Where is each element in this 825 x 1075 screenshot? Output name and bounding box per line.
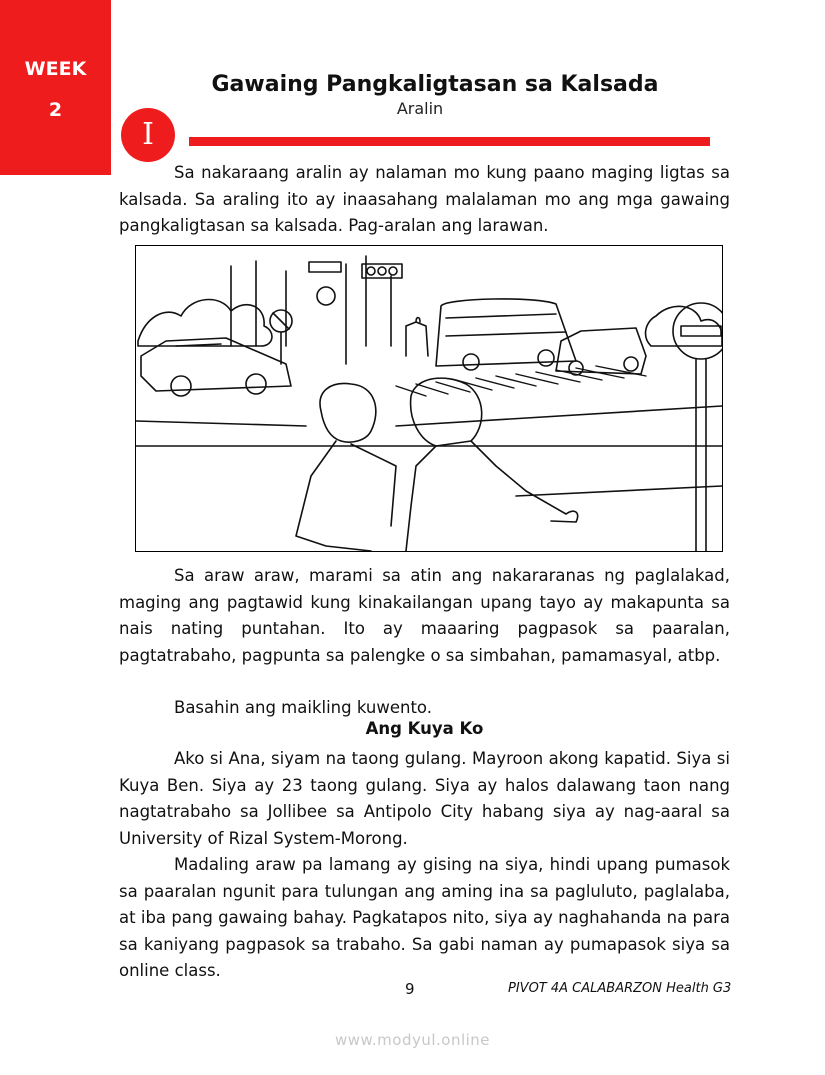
footer-reference: PIVOT 4A CALABARZON Health G3 <box>508 981 732 996</box>
intro-text: Sa nakaraang aralin ay nalaman mo kung paano maging ligtas sa kalsada. Sa araling ito ay inaasahang malalaman mo ang mga gawaing pangkaligtasan sa kalsada. Pag-aralan ang larawan. <box>119 163 730 235</box>
title-underline-bar <box>189 137 710 146</box>
paragraph-2 <box>119 563 730 669</box>
road-edge <box>136 406 722 446</box>
paragraph-5 <box>119 852 730 985</box>
street-name-sign <box>309 262 341 272</box>
round-sign <box>317 287 335 305</box>
girl-figure <box>411 378 482 446</box>
week-label: WEEK <box>24 58 87 80</box>
page-title: Gawaing Pangkaligtasan sa Kalsada <box>211 72 659 97</box>
section-numeral-badge: I <box>121 108 175 162</box>
paragraph-2-text: Sa araw araw, marami sa atin ang nakararanas ng paglalakad, maging ang pagtawid kung kinakailangan upang tayo ay makapunta sa nais nating puntahan. Ito ay maaaring pagpasok sa paaralan, pagtatrabaho, pagpunta sa palengke o sa simbahan, pamamasyal, atbp. <box>119 566 730 665</box>
week-number: 2 <box>48 99 63 121</box>
week-tab <box>0 0 111 175</box>
traffic-light-box <box>362 264 402 278</box>
intro-paragraph <box>119 160 730 240</box>
lesson-subtitle: Aralin <box>396 99 444 118</box>
paragraph-4 <box>119 746 730 852</box>
paragraph-3 <box>119 695 730 722</box>
paragraph-4-text: Ako si Ana, siyam na taong gulang. Mayroon akong kapatid. Siya si Kuya Ben. Siya ay 23 taong gulang. Siya ay halos dalawang taon nang nagtatrabaho sa Jollibee sa Antipolo City habang siya ay nag-aaral sa University of Rizal System-Morong. <box>119 749 730 848</box>
watermark: www.modyul.online <box>334 1031 491 1049</box>
street-crossing-illustration <box>135 245 723 552</box>
paragraph-3-text: Basahin ang maikling kuwento. <box>174 698 432 717</box>
story-title: Ang Kuya Ko <box>365 719 484 738</box>
pedestrian-lane <box>396 366 646 396</box>
distant-pedestrians <box>406 318 428 357</box>
page-number: 9 <box>405 980 415 998</box>
boy-figure <box>320 383 376 442</box>
paragraph-5-text: Madaling araw pa lamang ay gising na siya, hindi upang pumasok sa paaralan ngunit para tulungan ang aming ina sa pagluluto, paglalaba, at iba pang gawaing bahay. Pagkatapos nito, siya ay naghahanda na para sa kaniyang pagpasok sa trabaho. Sa gabi naman ay pumapasok siya sa online class. <box>119 855 730 980</box>
